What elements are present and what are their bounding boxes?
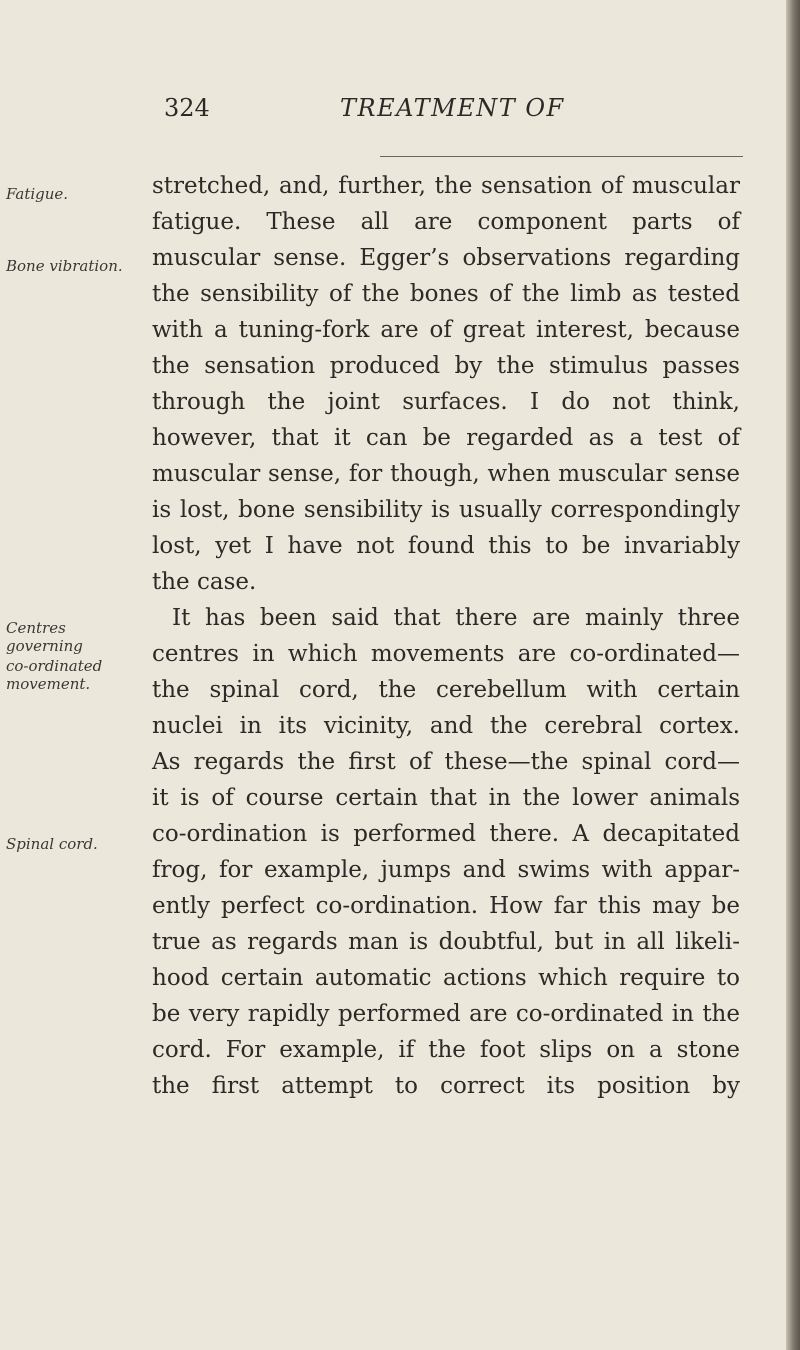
text-line: co-ordination is performed there. A decapitated [152,821,740,847]
text-line: As regards the first of these—the spinal cord— [152,749,740,775]
text-line: muscular sense, for though, when muscular sense [152,461,740,487]
text-line: however, that it can be regarded as a test of [152,425,740,451]
text-line: frog, for example, jumps and swims with appar- [152,857,740,883]
header-rule [380,156,743,157]
text-line: with a tuning-fork are of great interest, because [152,317,740,343]
sidenote-fatigue: Fatigue. [6,185,69,203]
text-line: through the joint surfaces. I do not think, [152,389,740,415]
text-line: it is of course certain that in the lower animals [152,785,740,811]
page-edge-shadow [786,0,800,1350]
page-number: 324 [164,94,210,122]
sidenote-bone-vibration: Bone vibration. [6,257,123,275]
text-line: the first attempt to correct its position by [152,1073,740,1099]
text-line: centres in which movements are co-ordinated— [152,641,740,667]
text-line: hood certain automatic actions which require to [152,965,740,991]
text-line: true as regards man is doubtful, but in all likeli- [152,929,740,955]
text-line: It has been said that there are mainly three [172,605,740,631]
text-line: the case. [152,569,257,595]
sidenote-spinal-cord: Spinal cord. [6,835,98,853]
running-head: TREATMENT OF [340,94,565,122]
text-line: fatigue. These all are component parts of [152,209,740,235]
text-line: be very rapidly performed are co-ordinated in the [152,1001,740,1027]
text-line: cord. For example, if the foot slips on a stone [152,1037,740,1063]
text-line: ently perfect co-ordination. How far this may be [152,893,740,919]
text-line: is lost, bone sensibility is usually correspondingly [152,497,740,523]
body-text [152,168,740,1104]
text-line: the spinal cord, the cerebellum with certain [152,677,740,703]
sidenote-co-ordinated: co-ordinated [6,657,103,675]
sidenote-movement: movement. [6,675,91,693]
text-line: the sensation produced by the stimulus passes [152,353,740,379]
text-line: muscular sense. Egger’s observations regarding [152,245,740,271]
text-line: nuclei in its vicinity, and the cerebral cortex. [152,713,740,739]
text-line: lost, yet I have not found this to be invariably [152,533,740,559]
sidenote-centres: Centres [6,619,66,637]
page-header [160,88,760,128]
text-line: stretched, and, further, the sensation of muscular [152,173,740,199]
text-line: the sensibility of the bones of the limb as tested [152,281,740,307]
sidenote-governing: governing [6,637,83,655]
